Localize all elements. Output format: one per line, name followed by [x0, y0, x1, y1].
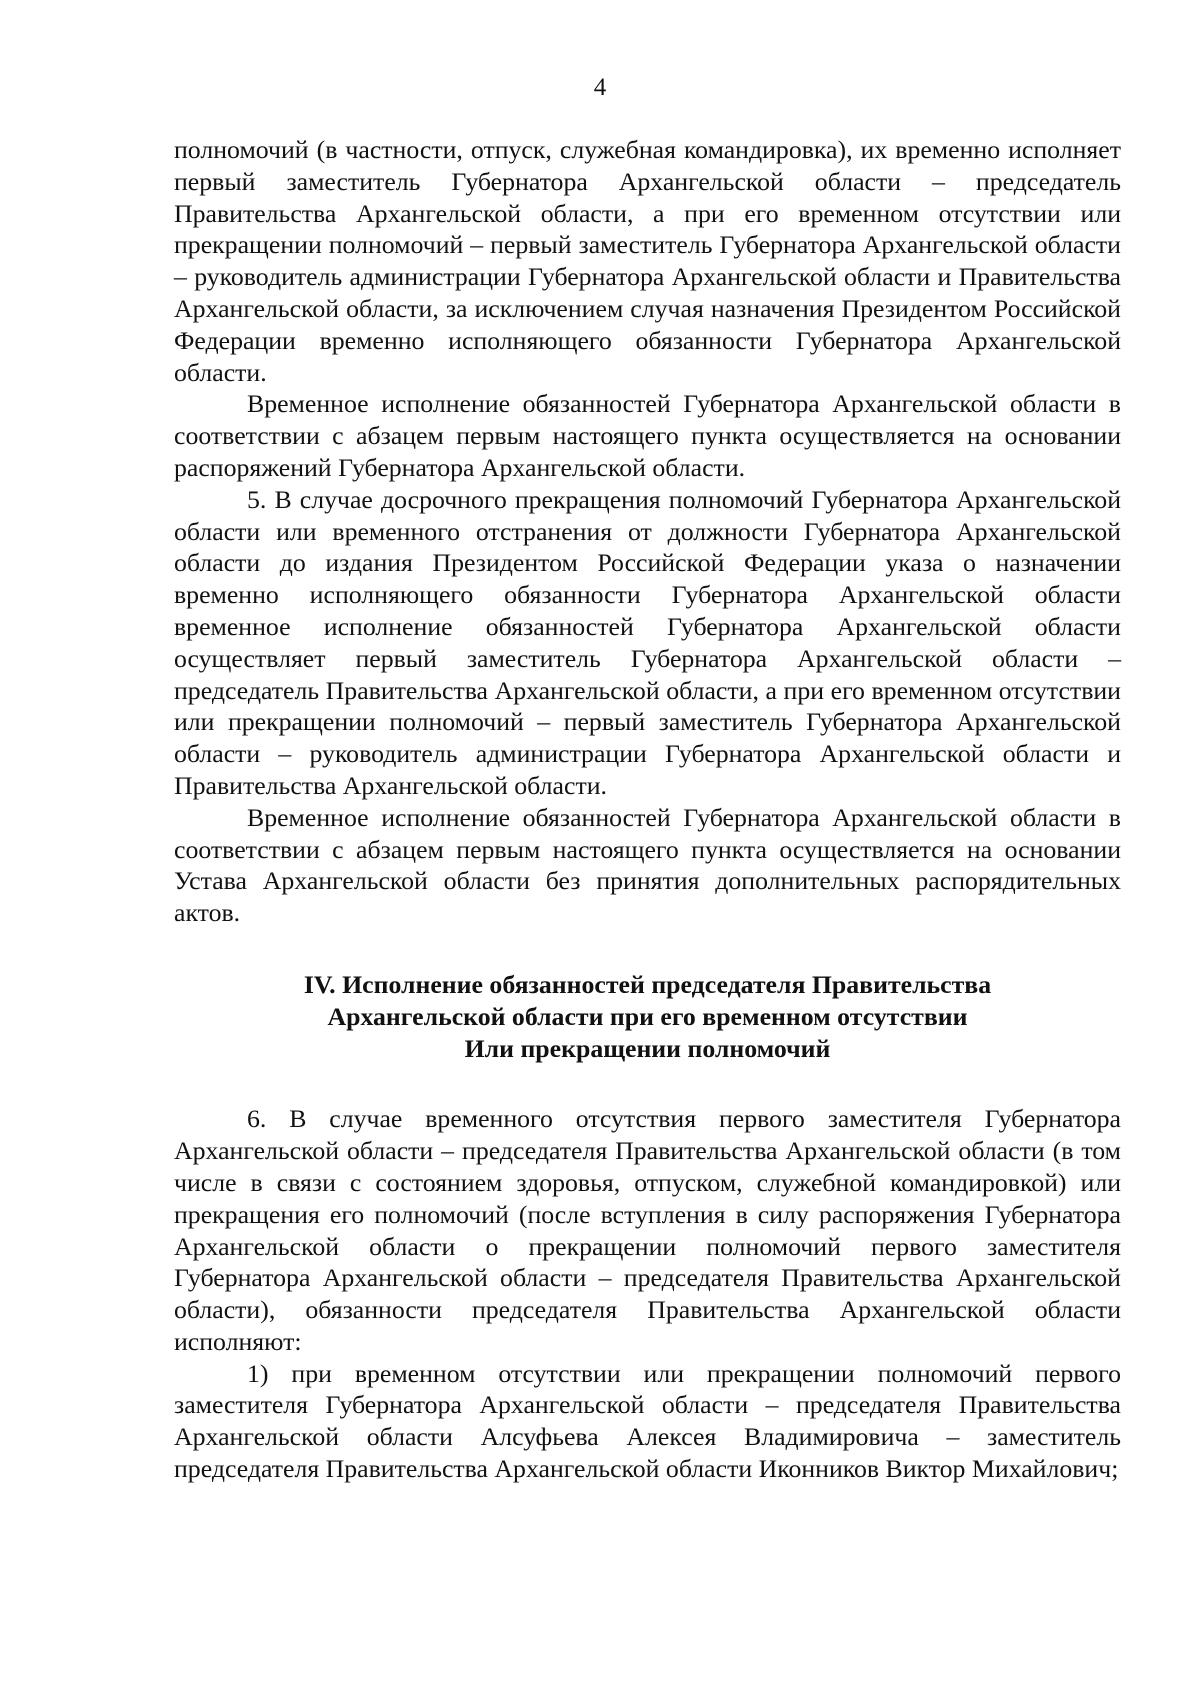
page-number: 4	[593, 74, 607, 101]
document-body	[174, 134, 1121, 1485]
section-heading-line-2: Архангельской области при его временном отсутствии	[327, 1001, 968, 1031]
paragraph-temporary-duties-charter: Временное исполнение обязанностей Губернатора Архангельской области в соответствии с абзацем первым настоящего пункта осуществляется на основании Устава Архангельской области без принятия дополнительных распорядительных актов.	[174, 802, 1121, 928]
section-heading-iv	[174, 969, 1121, 1064]
paragraph-clause-6-item-1: 1) при временном отсутствии или прекращении полномочий первого заместителя Губернатора Архангельской области – председателя Правительства Архангельской области Алсуфьева Алексея Владимировича – заместитель председателя Правительства Архангельской области Иконников Виктор Михайлович;	[174, 1358, 1121, 1484]
section-heading-line-3: Или прекращении полномочий	[464, 1033, 831, 1063]
section-heading-line-1: IV. Исполнение обязанностей председателя Правительства	[303, 969, 992, 999]
paragraph-clause-5: 5. В случае досрочного прекращения полномочий Губернатора Архангельской области или временного отстранения от должности Губернатора Архангельской области до издания Президентом Российской Федерации указа о назначении временно исполняющего обязанности Губернатора Архангельской области временное исполнение обязанностей Губернатора Архангельской области осуществляет первый заместитель Губернатора Архангельской области – председатель Правительства Архангельской области, а при его временном отсутствии или прекращении полномочий – первый заместитель Губернатора Архангельской области – руководитель администрации Губернатора Архангельской области и Правительства Архангельской области.	[174, 484, 1121, 800]
paragraph-clause-6: 6. В случае временного отсутствия первого заместителя Губернатора Архангельской области – председателя Правительства Архангельской области (в том числе в связи с состоянием здоровья, отпуском, служебной командировкой) или прекращения его полномочий (после вступления в силу распоряжения Губернатора Архангельской области о прекращении полномочий первого заместителя Губернатора Архангельской области – председателя Правительства Архангельской области), обязанности председателя Правительства Архангельской области исполняют:	[174, 1104, 1121, 1356]
paragraph-temporary-duties-basis: Временное исполнение обязанностей Губернатора Архангельской области в соответствии с абзацем первым настоящего пункта осуществляется на основании распоряжений Губернатора Архангельской области.	[174, 389, 1121, 482]
paragraph-continuation: полномочий (в частности, отпуск, служебная командировка), их временно исполняет первый заместитель Губернатора Архангельской области – председатель Правительства Архангельской области, а при его временном отсутствии или прекращении полномочий – первый заместитель Губернатора Архангельской области – руководитель администрации Губернатора Архангельской области и Правительства Архангельской области, за исключением случая назначения Президентом Российской Федерации временно исполняющего обязанности Губернатора Архангельской области.	[174, 135, 1121, 387]
